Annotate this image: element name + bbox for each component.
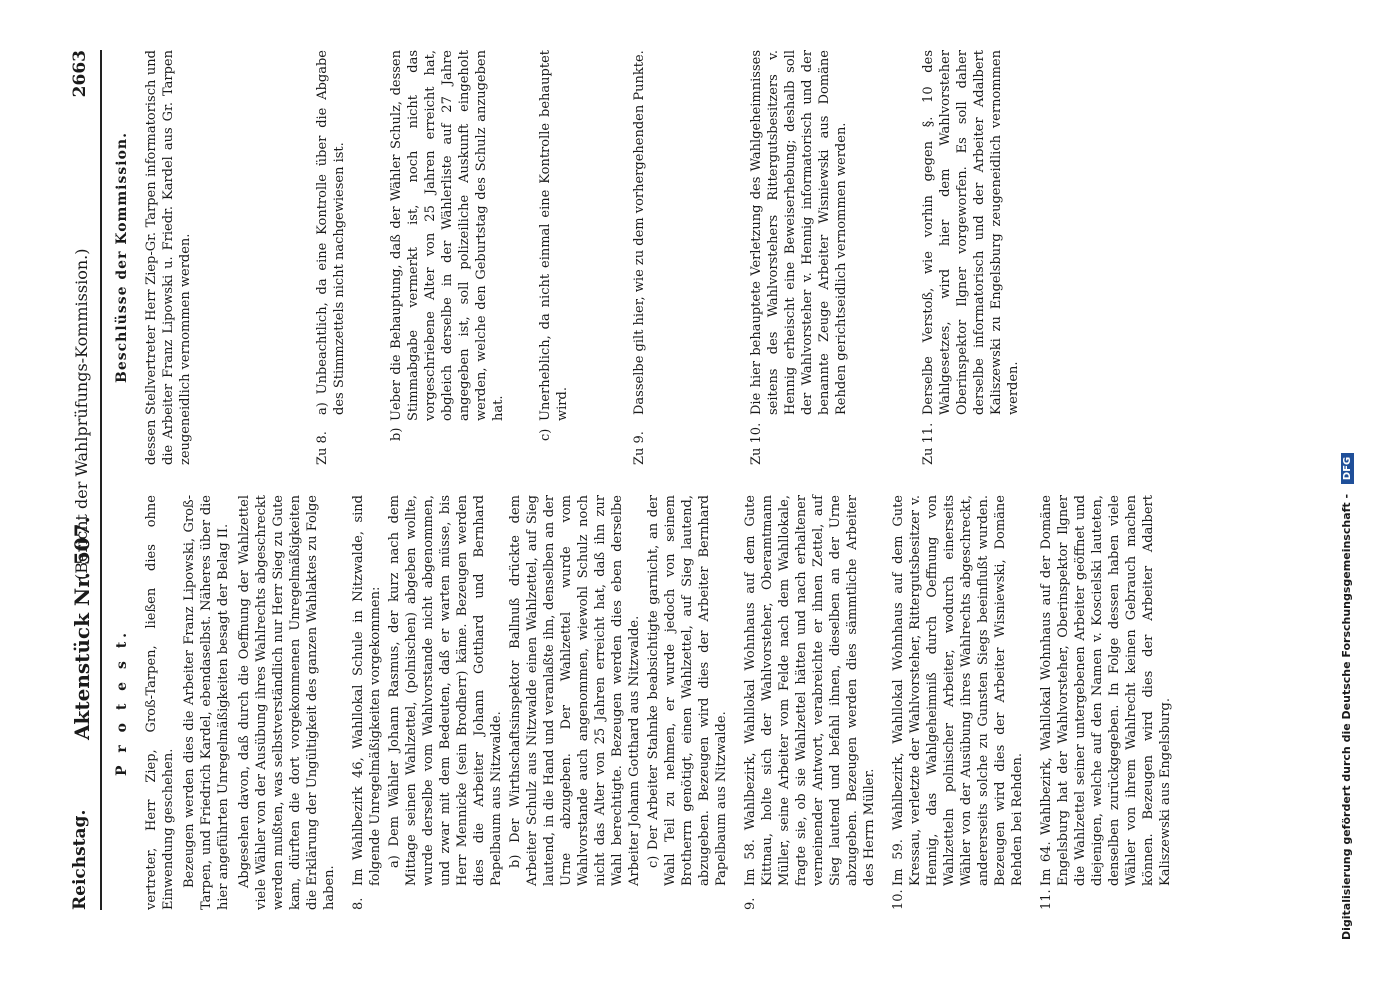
header-reichstag: Reichstag.: [70, 809, 90, 910]
credit-text: Digitalisierung gefördert durch die Deutsche Forschungsgemeinschaft -: [1340, 493, 1353, 940]
resolution-label: Zu 11.: [921, 422, 936, 465]
resolution-text: Unbeachtlich, da eine Kontrolle über die Abgabe des Stimmzettels nicht nachgewiesen ist.: [315, 50, 347, 415]
resolution-text: Ueber die Behauptung, daß der Wähler Schulz, dessen Stimmabgabe vermerkt ist, noch nicht das vorgeschriebene Alter von 25 Jahren erreicht hat, obgleich derselbe in der Wählerliste auf 27 Jahre angegeben ist, soll polizeiliche Auskunft eingeholt werden, welche den Geburtstag des Schulz anzugeben hat.: [389, 50, 506, 421]
item-text: Im 59. Wahlbezirk, Wahllokal Wohnhaus auf dem Gute Kressau, verletzte der Wahlvorsteher, Rittergutsbesitzer v. Hennig, das Wahlgeheimniß durch Oeffnung von Wahlzetteln polnischer Arbeiter, wodurch einerseits Wähler von der Ausübung ihres Wahlrechts abgeschreckt, andererseits solche zu Gunsten Siegs beeinflußt wurden. Bezeugen wird dies der Arbeiter Wisniewski, Domäne Rehden bei Rehden.: [891, 495, 1025, 886]
protest-intro-3: Abgesehen davon, daß durch die Oeffnung der Wahlzettel viele Wähler von der Ausübung ihres Wahlrechts abgeschreckt werden mußten, was selbstverständlich nur Herr Sieg zu Gute kam, dürften die dort vorgekommenen Unregelmäßigkeiten die Erklärung der Ungültigkeit des ganzen Wahlaktes zu Folge haben.: [237, 495, 337, 910]
resolution-10: [748, 50, 850, 465]
resolutions-title: Beschlüsse der Kommission.: [114, 132, 130, 383]
protest-item-8a: a) Dem Wähler Johann Rasmus, der kurz nach dem Mittage seinen Wahlzettel, (polnischen) abgeben wollte, wurde derselbe vom Wahlvorstande nicht abgenommen, und zwar mit dem Bedeuten, daß er warten müsse, bis Herr Mennicke (sein Brodherr) käme. Bezeugen werden dies die Arbeiter Johann Gotthard und Bernhard Papelbaum aus Nitzwalde.: [387, 495, 504, 886]
protest-item-11: [1038, 495, 1174, 910]
resolution-9: [631, 50, 648, 465]
resolution-text: Dasselbe gilt hier, wie zu dem vorhergehenden Punkte.: [632, 50, 647, 415]
resolution-text: Unerheblich, da nicht einmal eine Kontrolle behauptet wird.: [538, 50, 570, 421]
dfg-logo: DFG: [1341, 453, 1354, 484]
resolution-11: [920, 50, 1022, 465]
resolutions-column: [110, 50, 1024, 465]
resolution-8: [314, 50, 348, 465]
protest-item-10: [890, 495, 1026, 910]
item-text: Im 64. Wahlbezirk, Wahllokal Wohnhaus auf der Domäne Engelsburg hat der Wahlvorsteher, Oberinspektor Ilgner die Wahlzettel seiner untergebenen Arbeiter geöffnet und diejenigen, welche auf den Namen v. Koscielski lauteten, denselben zurückgegeben. In Folge dessen haben viele Wähler von ihrem Wahlrecht keinen Gebrauch machen können. Bezeugen wird dies der Arbeiter Adalbert Kaliszewski aus Engelsburg.: [1039, 495, 1173, 886]
item-number: 9.: [743, 897, 758, 910]
item-number: 8.: [351, 897, 366, 910]
item-text: Im 58. Wahlbezirk, Wahllokal Wohnhaus auf dem Gute Kittnau, holte sich der Wahlvorsteher, Oberamtmann Müller, seine Arbeiter vom Felde nach dem Wahllokale, fragte sie, ob sie Wahlzettel hätten und nach erhaltener verneinender Antwort, verabreichte er ihnen Zettel, auf Sieg lautend und befahl ihnen, dieselben an der Urne abzugeben. Bezeugen werden dies sämmtliche Arbeiter des Herrn Müller.: [743, 495, 877, 886]
page-header: [60, 50, 102, 910]
protest-item-8: [350, 495, 384, 910]
resolution-8b: [388, 50, 507, 441]
protest-item-8c: c) Der Arbeiter Stahnke beabsichtigte garnicht, an der Wahl Teil zu nehmen, er wurde jedoch von seinem Brotherrn genötigt, einen Wahlzettel, auf Sieg lautend, abzugeben. Bezeugen wird dies der Arbeiter Bernhard Papelbaum aus Nitzwalde.: [646, 495, 729, 886]
item-number: 10.: [891, 889, 906, 910]
protest-column: [110, 495, 1176, 910]
protest-intro-1: vertreter, Herr Ziep, Groß-Tarpen, ließen dies ohne Einwendung geschehen.: [144, 495, 176, 910]
protest-intro-2: Bezeugen werden dies die Arbeiter Franz Lipowski, Groß-Tarpen, und Friedrich Kardel, ebendaselbst. Näheres über die hier angeführten Unregelmäßigkeiten besagt der Belag II.: [182, 495, 231, 910]
protest-item-9: [742, 495, 878, 910]
resolution-sub-label: c): [538, 428, 553, 441]
resolution-label: Zu 10.: [749, 422, 764, 465]
resolution-text: Derselbe Verstoß, wie vorhin gegen §. 10 des Wahlgesetzes, wird hier dem Wahlvorsteher Oberinspektor Ilgner vorgeworfen. Es soll daher derselbe informatorisch und der Arbeiter Adalbert Kaliszewski zu Engelsburg zeugeneidlich vernommen werden.: [921, 50, 1021, 415]
resolution-label: Zu 8.: [315, 431, 330, 465]
resolutions-intro: dessen Stellvertreter Herr Ziep-Gr. Tarpen informatorisch und die Arbeiter Franz Lipowski u. Friedr. Kardel aus Gr. Tarpen zeugeneidlich vernommen werden.: [144, 50, 193, 465]
header-report-title: (Bericht der Wahlprüfungs-Kommission.): [72, 248, 91, 580]
resolution-8a: a) Unbeachtlich, da eine Kontrolle über die Abgabe des Stimmzettels nicht nachgewiesen ist.: [315, 50, 347, 415]
resolution-label: Zu 9.: [632, 431, 647, 465]
digitization-credit: [1340, 40, 1354, 940]
resolution-text: Die hier behauptete Verletzung des Wahlgeheimnisses seitens des Wahlvorstehers Rittergutsbesitzers v. Hennig erheischt eine Beweiserhebung; deshalb soll der Wahlvorsteher v. Hennig informatorisch und der benannte Zeuge Arbeiter Wisniewski aus Domäne Rehden gerichtseidlich vernommen werden.: [749, 50, 849, 415]
protest-title: P r o t e s t.: [114, 628, 130, 777]
header-document-number: Aktenstück Nr. 507.: [70, 516, 94, 740]
item-number: 11.: [1039, 889, 1054, 910]
protest-item-8b: b) Der Wirthschaftsinspektor Ballnuß drückte dem Arbeiter Schulz aus Nitzwalde einen Wahlzettel, auf Sieg lautend, in die Hand und veranlaßte ihn, denselben an der Urne abzugeben. Der Wahlzettel wurde vom Wahlvorstande auch angenommen, wiewohl Schulz noch nicht das Alter von 25 Jahren erreicht hat, daß ihn zur Wahl berechtigte. Bezeugen werden dies eben derselbe Arbeiter Johann Gotthard aus Nitzwalde.: [508, 495, 642, 886]
resolution-8c: [537, 50, 571, 441]
page-number: 2663: [70, 50, 90, 98]
resolution-sub-label: b): [389, 427, 404, 441]
item-text: Im Wahlbezirk 46, Wahllokal Schule in Nitzwalde, sind folgende Unregelmäßigkeiten vorgekommen:: [351, 495, 383, 886]
